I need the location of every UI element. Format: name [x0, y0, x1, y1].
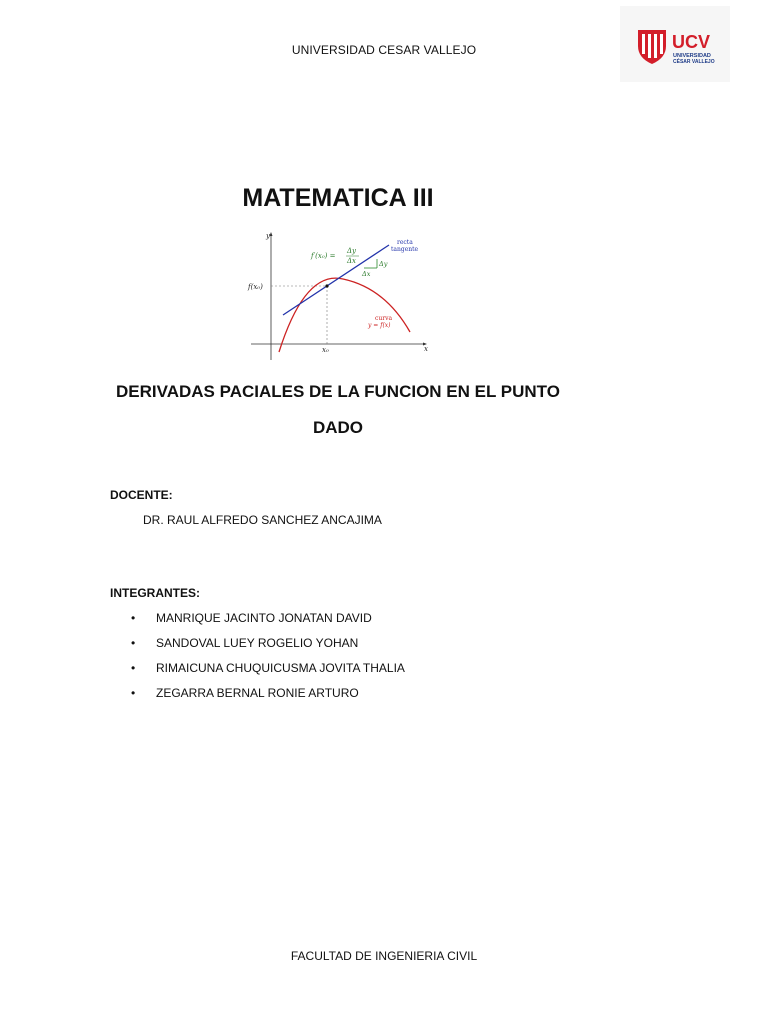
- tangent-point: [325, 284, 328, 287]
- axis-y-label: y: [266, 232, 270, 240]
- logo-brand: UCV: [672, 32, 711, 52]
- delta-x-label: Δx: [362, 270, 371, 278]
- bullet-icon: •: [131, 636, 136, 650]
- tangent-label-2: tangente: [391, 246, 419, 253]
- subtitle-line-1: DERIVADAS PACIALES DE LA FUNCION EN EL PUNTO: [116, 382, 560, 401]
- curve-label-2: y = f(x): [368, 322, 391, 329]
- subtitle-line-2: DADO: [312, 418, 364, 437]
- bullet-icon: •: [131, 611, 136, 625]
- faculty-footer: FACULTAD DE INGENIERIA CIVIL: [290, 949, 478, 963]
- integrantes-label: INTEGRANTES:: [110, 586, 200, 600]
- x0-label: x₀: [322, 346, 329, 354]
- guide-lines: [271, 286, 327, 344]
- fx0-label: f(x₀): [248, 283, 263, 291]
- logo-line1: UNIVERSIDAD: [673, 53, 711, 59]
- dy-over-label: Δy: [347, 247, 357, 255]
- ucv-logo: [620, 6, 730, 82]
- derivative-label: f′(x₀) =: [311, 252, 336, 260]
- delta-y-label: Δy: [379, 260, 388, 268]
- document-title: MATEMATICA III: [242, 184, 434, 212]
- tangent-label-1: recta: [397, 239, 413, 246]
- list-item: [131, 661, 405, 686]
- bullet-icon: •: [131, 661, 136, 675]
- ucv-shield-icon: [638, 30, 666, 64]
- logo-line2: CÉSAR VALLEJO: [673, 59, 715, 65]
- members-list: [131, 611, 405, 711]
- docente-label: DOCENTE:: [110, 488, 173, 502]
- dx-under-label: Δx: [347, 257, 357, 265]
- university-header: UNIVERSIDAD CESAR VALLEJO: [291, 43, 477, 57]
- member-name: ZEGARRA BERNAL RONIE ARTURO: [156, 686, 359, 700]
- derivative-figure: [245, 228, 435, 366]
- bullet-icon: •: [131, 686, 136, 700]
- curve-label-1: curva: [375, 315, 393, 322]
- member-name: RIMAICUNA CHUQUICUSMA JOVITA THALIA: [156, 661, 405, 675]
- member-name: MANRIQUE JACINTO JONATAN DAVID: [156, 611, 372, 625]
- docente-name: DR. RAUL ALFREDO SANCHEZ ANCAJIMA: [143, 513, 382, 527]
- tangent-line: [283, 245, 389, 315]
- list-item: [131, 686, 405, 711]
- list-item: [131, 636, 405, 661]
- axis-x-label: x: [424, 345, 428, 353]
- list-item: [131, 611, 405, 636]
- member-name: SANDOVAL LUEY ROGELIO YOHAN: [156, 636, 359, 650]
